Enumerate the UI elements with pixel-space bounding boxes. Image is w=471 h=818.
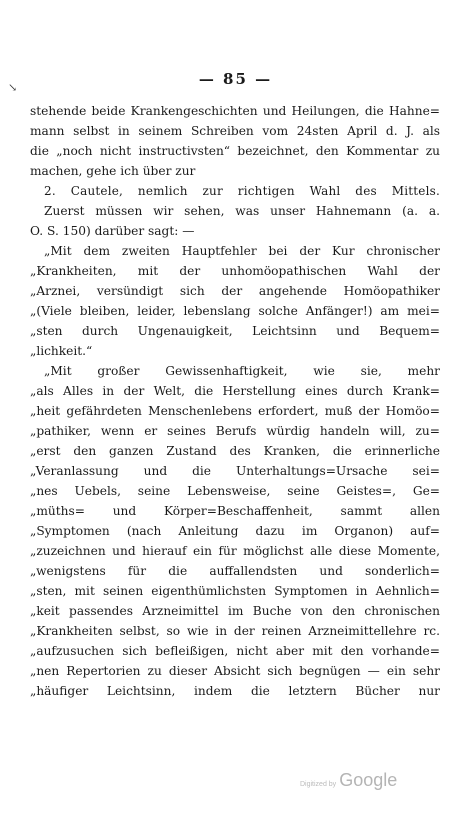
digitized-by-label: Digitized by [300, 781, 337, 788]
quote-line: „müths= und Körper=Beschaffenheit, sammt allen [30, 504, 440, 518]
quote-line: „zuzeichnen und hierauf ein für möglichst alle diese Momente, [30, 544, 440, 558]
quote-line: „Mit großer Gewissenhaftigkeit, wie sie, mehr [44, 364, 440, 378]
quote-line: „Arznei, versündigt sich der angehende Homöopathiker [30, 284, 440, 298]
text-line: mann selbst in seinem Schreiben vom 24sten April d. J. als [30, 124, 440, 138]
digitization-watermark [300, 770, 397, 791]
body-text [30, 101, 440, 701]
quote-line: „aufzusuchen sich befleißigen, nicht aber mit den vorhande= [30, 644, 440, 658]
margin-mark: ↘ [8, 81, 18, 94]
section-heading: 2. Cautele, nemlich zur richtigen Wahl des Mittels. [44, 184, 440, 198]
quote-line: „sten durch Ungenauigkeit, Leichtsinn und Bequem= [30, 324, 440, 338]
quote-line: „lichkeit.“ [30, 344, 93, 358]
google-logo: Google [339, 770, 398, 790]
text-line: O. S. 150) darüber sagt: — [30, 224, 195, 238]
text-line: die „noch nicht instructivsten“ bezeichnet, den Kommentar zu [30, 144, 440, 158]
quote-line: „wenigstens für die auffallendsten und sonderlich= [30, 564, 440, 578]
quote-line: „sten, mit seinen eigenthümlichsten Symptomen in Aehnlich= [30, 584, 440, 598]
quote-line: „heit gefährdeten Menschenlebens erfordert, muß der Homöo= [30, 404, 440, 418]
quote-line: „als Alles in der Welt, die Herstellung eines durch Krank= [30, 384, 440, 398]
quote-line: „nen Repertorien zu dieser Absicht sich begnügen — ein sehr [30, 664, 440, 678]
quote-line: „(Viele bleiben, leider, lebenslang solche Anfänger!) am mei= [30, 304, 440, 318]
quote-line: „Mit dem zweiten Hauptfehler bei der Kur chronischer [44, 244, 440, 258]
quote-line: „Krankheiten selbst, so wie in der reinen Arzneimittellehre rc. [30, 624, 440, 638]
quote-line: „erst den ganzen Zustand des Kranken, die erinnerliche [30, 444, 440, 458]
quote-line: „nes Uebels, seine Lebensweise, seine Geistes=, Ge= [30, 484, 440, 498]
quote-line: „Veranlassung und die Unterhaltungs=Ursache sei= [30, 464, 440, 478]
quote-line: „Symptomen (nach Anleitung dazu im Organon) auf= [30, 524, 440, 538]
quote-line: „häufiger Leichtsinn, indem die letztern Bücher nur [30, 684, 440, 698]
quote-line: „keit passendes Arzneimittel im Buche von den chronischen [30, 604, 440, 618]
quote-line: „Krankheiten, mit der unhomöopathischen Wahl der [30, 264, 440, 278]
text-line: stehende beide Krankengeschichten und Heilungen, die Hahne= [30, 104, 440, 118]
page-number: — 85 — [198, 70, 273, 88]
text-line: Zuerst müssen wir sehen, was unser Hahnemann (a. a. [44, 204, 440, 218]
quote-line: „pathiker, wenn er seines Berufs würdig handeln will, zu= [30, 424, 440, 438]
text-line: machen, gehe ich über zur [30, 164, 196, 178]
